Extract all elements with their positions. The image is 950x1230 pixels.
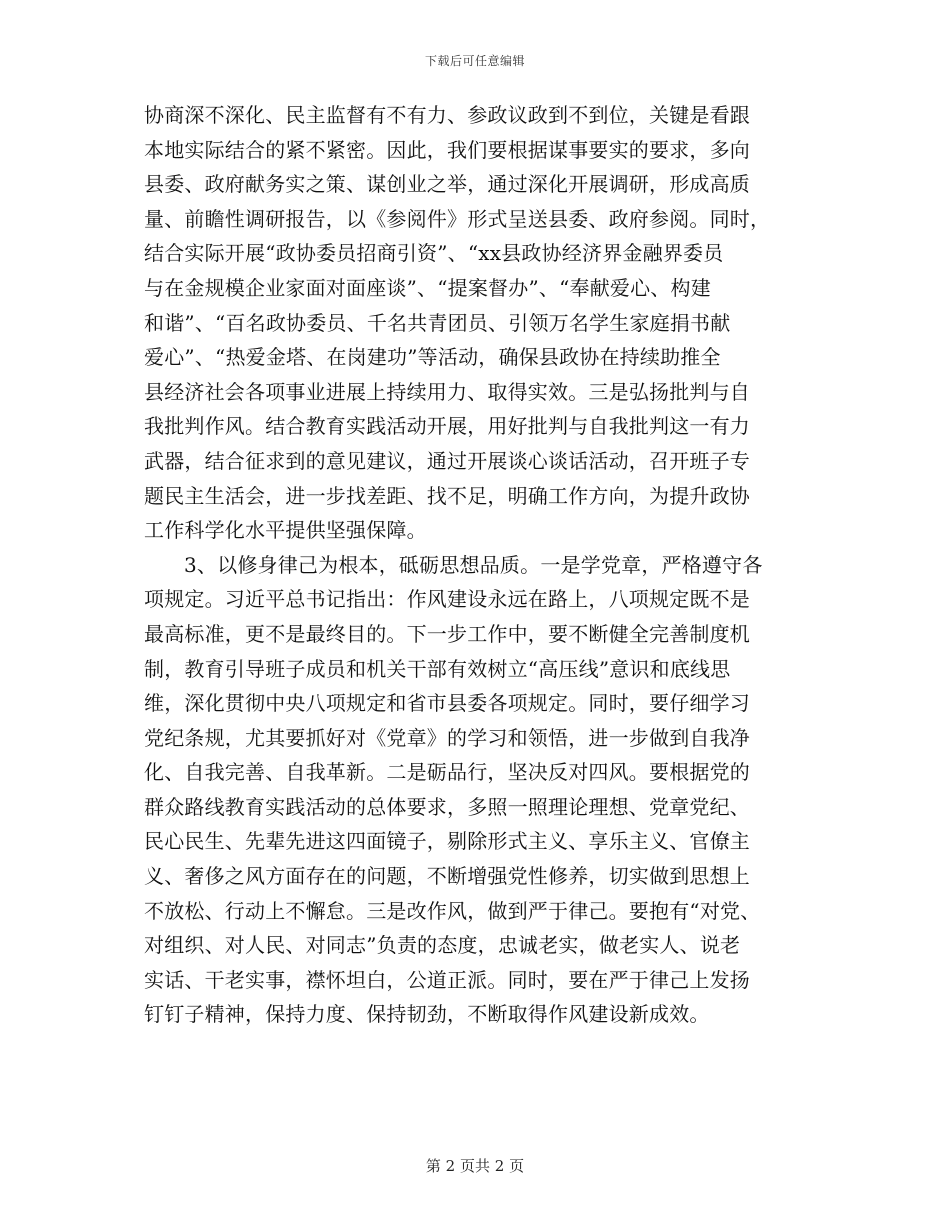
text-line: 我批判作风。结合教育实践活动开展，用好批判与自我批判这一有力 bbox=[144, 414, 750, 439]
text-line: 对组织、对人民、对同志”负责的态度，忠诚老实，做老实人、说老 bbox=[144, 933, 741, 958]
text-line: 县委、政府献务实之策、谋创业之举，通过深化开展调研，形成高质 bbox=[144, 172, 750, 197]
text-line: 化、自我完善、自我革新。二是砺品行，坚决反对四风。要根据党的 bbox=[144, 760, 750, 785]
text-line: 协商深不深化、民主监督有不有力、参政议政到不到位，关键是看跟 bbox=[144, 103, 750, 127]
text-line: 民心民生、先辈先进这四面镜子，剔除形式主义、享乐主义、官僚主 bbox=[144, 829, 750, 854]
text-line: 项规定。习近平总书记指出：作风建设永远在路上，八项规定既不是 bbox=[144, 587, 750, 612]
body-text bbox=[144, 98, 804, 1032]
text-line: 结合实际开展“政协委员招商引资”、“xx县政协经济界金融界委员 bbox=[144, 241, 724, 266]
text-line: 武器，结合征求到的意见建议，通过开展谈心谈话活动，召开班子专 bbox=[144, 448, 750, 473]
text-line: 量、前瞻性调研报告，以《参阅件》形式呈送县委、政府参阅。同时， bbox=[144, 206, 771, 231]
section-heading-line: 3、以修身律己为根本，砥砺思想品质。一是学党章，严格遵守各 bbox=[184, 552, 763, 577]
text-line: 题民主生活会，进一步找差距、找不足，明确工作方向，为提升政协 bbox=[144, 483, 750, 508]
text-line: 维，深化贯彻中央八项规定和省市县委各项规定。同时，要仔细学习 bbox=[144, 691, 750, 716]
text-line: 群众路线教育实践活动的总体要求，多照一照理论理想、党章党纪、 bbox=[144, 794, 750, 819]
text-line: 本地实际结合的紧不紧密。因此，我们要根据谋事要实的要求，多向 bbox=[144, 137, 750, 162]
page-number: 第 2 页共 2 页 bbox=[425, 1157, 525, 1175]
text-line: 和谐”、“百名政协委员、千名共青团员、引领万名学生家庭捐书献 bbox=[144, 310, 731, 335]
text-line: 实话、干老实事，襟怀坦白，公道正派。同时，要在严于律己上发扬 bbox=[144, 967, 750, 992]
text-line: 钉钉子精神，保持力度、保持韧劲，不断取得作风建设新成效。 bbox=[144, 1002, 710, 1027]
text-line: 与在金规模企业家面对面座谈”、“提案督办”、“奉献爱心、构建 bbox=[144, 275, 711, 300]
text-line: 爱心”、“热爱金塔、在岗建功”等活动，确保县政协在持续助推全 bbox=[144, 345, 721, 370]
text-line: 义、奢侈之风方面存在的问题，不断增强党性修养，切实做到思想上 bbox=[144, 864, 750, 889]
text-line: 县经济社会各项事业进展上持续用力、取得实效。三是弘扬批判与自 bbox=[144, 379, 750, 404]
header-note: 下载后可任意编辑 bbox=[424, 54, 525, 68]
text-line: 最高标准，更不是最终目的。下一步工作中，要不断健全完善制度机 bbox=[144, 621, 750, 646]
text-line: 制，教育引导班子成员和机关干部有效树立“高压线”意识和底线思 bbox=[144, 656, 731, 681]
text-line: 党纪条规，尤其要抓好对《党章》的学习和领悟，进一步做到自我净 bbox=[144, 725, 750, 750]
text-line: 不放松、行动上不懈怠。三是改作风，做到严于律己。要抱有“对党、 bbox=[144, 898, 761, 923]
text-line: 工作科学化水平提供坚强保障。 bbox=[144, 518, 427, 543]
